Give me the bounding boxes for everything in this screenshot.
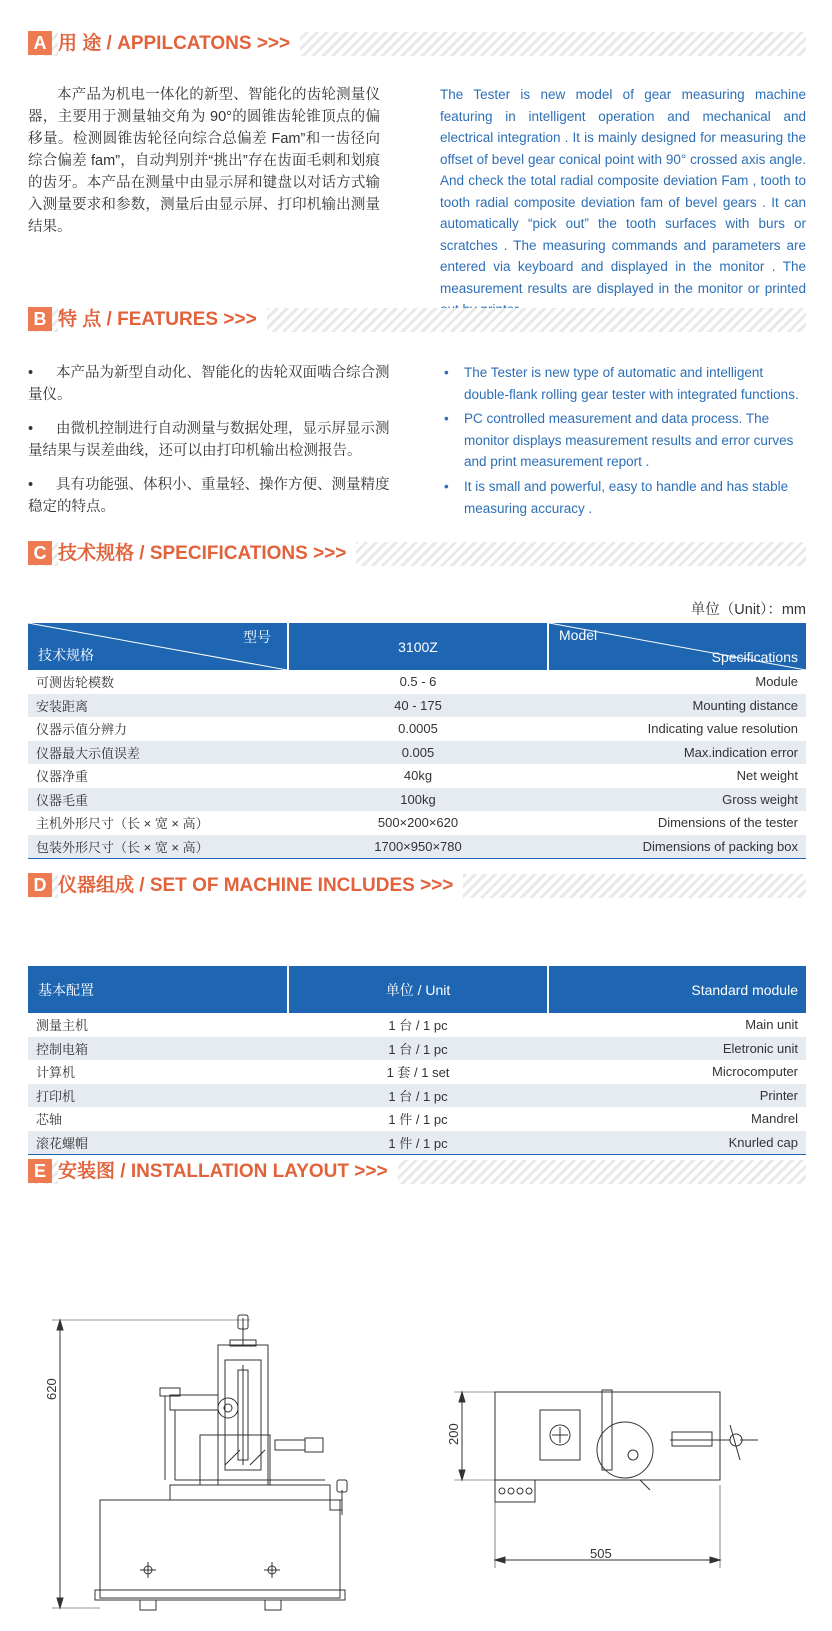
feature-cn-1 xyxy=(28,362,396,406)
front-height-label: 620 xyxy=(44,1378,59,1400)
cell-cn: 包装外形尺寸（长 × 宽 × 高） xyxy=(28,835,288,859)
section-letter: C xyxy=(28,541,52,565)
table-row xyxy=(28,1037,806,1061)
table-row xyxy=(28,741,806,765)
cell-cn: 主机外形尺寸（长 × 宽 × 高） xyxy=(36,816,209,832)
feature-cn-2 xyxy=(28,418,396,462)
table-row xyxy=(28,811,806,835)
machine-set-table xyxy=(28,966,806,1155)
cell-unit: 1 件 / 1 pc xyxy=(388,1112,448,1128)
bullet: • xyxy=(28,477,34,493)
cell-en: Knurled cap xyxy=(548,1131,806,1155)
spec-model-header-cell xyxy=(28,623,288,670)
cell-cn: 控制电箱 xyxy=(28,1037,288,1061)
bullet: • xyxy=(444,411,449,426)
cell-cn: 仪器净重 xyxy=(36,769,89,785)
specifications-table xyxy=(28,623,806,859)
cell-cn: 芯轴 xyxy=(36,1112,63,1128)
section-c-header xyxy=(28,540,806,568)
cell-value: 0.5 - 6 xyxy=(399,674,437,690)
cell-en: Indicating value resolution xyxy=(647,721,798,737)
cell-cn: 可测齿轮模数 xyxy=(36,675,115,691)
bullet: • xyxy=(28,421,34,437)
section-title: 技术规格 / SPECIFICATIONS >>> xyxy=(58,540,356,568)
top-height-label: 200 xyxy=(446,1423,461,1445)
unit-note: 单位（Unit）：mm xyxy=(690,602,806,618)
cell-en: Main unit xyxy=(745,1017,798,1033)
cell-cn: 打印机 xyxy=(28,1084,288,1108)
table-row xyxy=(28,1107,806,1131)
feature-text: It is small and powerful, easy to handle and has stable measuring accuracy . xyxy=(464,479,789,516)
section-letter: D xyxy=(28,873,52,897)
applications-en: The Tester is new model of gear measuring machine featuring in intelligent operation and mechanical and electrical integration . It is mainly designed for measuring the offset of bevel gear conical point with 90° crossed axis angle. And check the total radial composite deviation Fam , tooth to tooth radial composite deviation fam of bevel gears . It can automatically “pick out” the tooth surfaces with burs or scratches . The measuring commands and parameters are entered via keyboard and displayed in the monitor . The measurement results are displayed in the monitor or printed xyxy=(440,87,806,296)
basic-config-header: 基本配置 xyxy=(28,966,288,1013)
cell-value: 500×200×620 xyxy=(377,815,459,831)
table-row xyxy=(28,1013,806,1037)
table-row xyxy=(28,670,806,694)
section-b-header xyxy=(28,306,806,334)
section-d-header xyxy=(28,872,806,900)
feature-cn-3 xyxy=(28,474,396,518)
cell-unit: 1 件 / 1 pc xyxy=(288,1131,548,1155)
cell-cn: 仪器示值分辨力 xyxy=(36,722,128,738)
cell-en: Net weight xyxy=(736,768,798,784)
table-row xyxy=(28,694,806,718)
cell-cn: 仪器最大示值误差 xyxy=(28,741,288,765)
cell-unit: 1 台 / 1 pc xyxy=(288,1037,548,1061)
section-e-header xyxy=(28,1158,806,1186)
cell-en: Microcomputer xyxy=(712,1064,798,1080)
table-row xyxy=(28,1060,806,1084)
feature-text: The Tester is new type of automatic and intelligent double-flank rolling gear tester with integrated functions. xyxy=(464,365,799,402)
cell-cn: 测量主机 xyxy=(36,1018,89,1034)
bullet: • xyxy=(444,365,449,380)
section-title: 仪器组成 / SET OF MACHINE INCLUDES >>> xyxy=(58,872,463,900)
feature-text: 由微机控制进行自动测量与数据处理，显示屏显示测量结果与误差曲线，还可以由打印机输出检测报告。 xyxy=(28,421,390,459)
model-en-label: Model xyxy=(559,627,598,643)
cell-cn: 滚花螺帽 xyxy=(28,1131,288,1155)
cell-value: 0.005 xyxy=(288,741,548,765)
section-title: 安装图 / INSTALLATION LAYOUT >>> xyxy=(58,1158,398,1186)
applications-cn: 本产品为机电一体化的新型、智能化的齿轮测量仪器，主要用于测量轴交角为 90°的圆锥齿轮锥顶点的偏移量。检测圆锥齿轮径向综合总偏差 Fam”和一齿径向综合偏差 fam”，自动判别并“挑出”存在齿面毛刺和划痕的齿牙。本产品在测量中由显示屏和键盘以对话方式输入测量要求和参数，测量后由显示屏、打印机输出测量结果。 xyxy=(28,87,380,235)
model-en-header-cell xyxy=(548,623,806,670)
cell-value: 40 - 175 xyxy=(288,694,548,718)
standard-module-header: Standard module xyxy=(548,966,806,1013)
table-row xyxy=(28,1131,806,1155)
cell-unit: 1 台 / 1 pc xyxy=(288,1084,548,1108)
spec-en-label: Specifications xyxy=(711,649,798,665)
cell-en: Eletronic unit xyxy=(548,1037,806,1061)
cell-unit: 1 套 / 1 set xyxy=(386,1065,450,1081)
cell-cn: 安装距离 xyxy=(28,694,288,718)
section-letter: B xyxy=(28,307,52,331)
model-cn-label: 型号 xyxy=(243,629,271,645)
spec-cn-label: 技术规格 xyxy=(38,647,94,663)
cell-value: 0.0005 xyxy=(398,721,438,737)
front-view-drawing xyxy=(40,1300,380,1620)
cell-en: Max.indication error xyxy=(548,741,806,765)
model-value-header: 3100Z xyxy=(288,623,548,670)
cell-en: Mandrel xyxy=(751,1111,798,1127)
section-letter: A xyxy=(28,31,52,55)
table-row xyxy=(28,788,806,812)
cell-en: Dimensions of the tester xyxy=(657,815,798,831)
cell-en: Mounting distance xyxy=(548,694,806,718)
section-letter: E xyxy=(28,1159,52,1183)
section-a-header xyxy=(28,30,806,58)
table-header-row xyxy=(28,966,806,1013)
cell-en: Module xyxy=(755,674,798,690)
cell-en: Dimensions of packing box xyxy=(548,835,806,859)
table-row xyxy=(28,1084,806,1108)
table-row xyxy=(28,764,806,788)
feature-en-3 xyxy=(440,476,806,519)
cell-cn: 计算机 xyxy=(36,1065,76,1081)
table-row xyxy=(28,835,806,859)
cell-value: 1700×950×780 xyxy=(288,835,548,859)
feature-en-1 xyxy=(440,362,806,405)
cell-unit: 1 台 / 1 pc xyxy=(388,1018,448,1034)
table-header-row xyxy=(28,623,806,670)
top-length-label: 505 xyxy=(590,1546,612,1561)
feature-text: PC controlled measurement and data process. The monitor displays measurement results and error curves and print measurement report . xyxy=(464,411,794,469)
cell-value: 100kg xyxy=(288,788,548,812)
bullet: • xyxy=(444,479,449,494)
cell-en: Gross weight xyxy=(548,788,806,812)
cell-en: Printer xyxy=(548,1084,806,1108)
bullet: • xyxy=(28,365,34,381)
unit-header: 单位 / Unit xyxy=(288,966,548,1013)
feature-text: 具有功能强、体积小、重量轻、操作方便、测量精度稳定的特点。 xyxy=(28,477,390,515)
section-title: 特 点 / FEATURES >>> xyxy=(58,306,267,334)
cell-value: 40kg xyxy=(403,768,433,784)
feature-text: 本产品为新型自动化、智能化的齿轮双面啮合综合测量仪。 xyxy=(28,365,390,403)
section-title: 用 途 / APPILCATONS >>> xyxy=(58,30,300,58)
feature-en-2 xyxy=(440,408,806,473)
table-row xyxy=(28,717,806,741)
cell-cn: 仪器毛重 xyxy=(28,788,288,812)
